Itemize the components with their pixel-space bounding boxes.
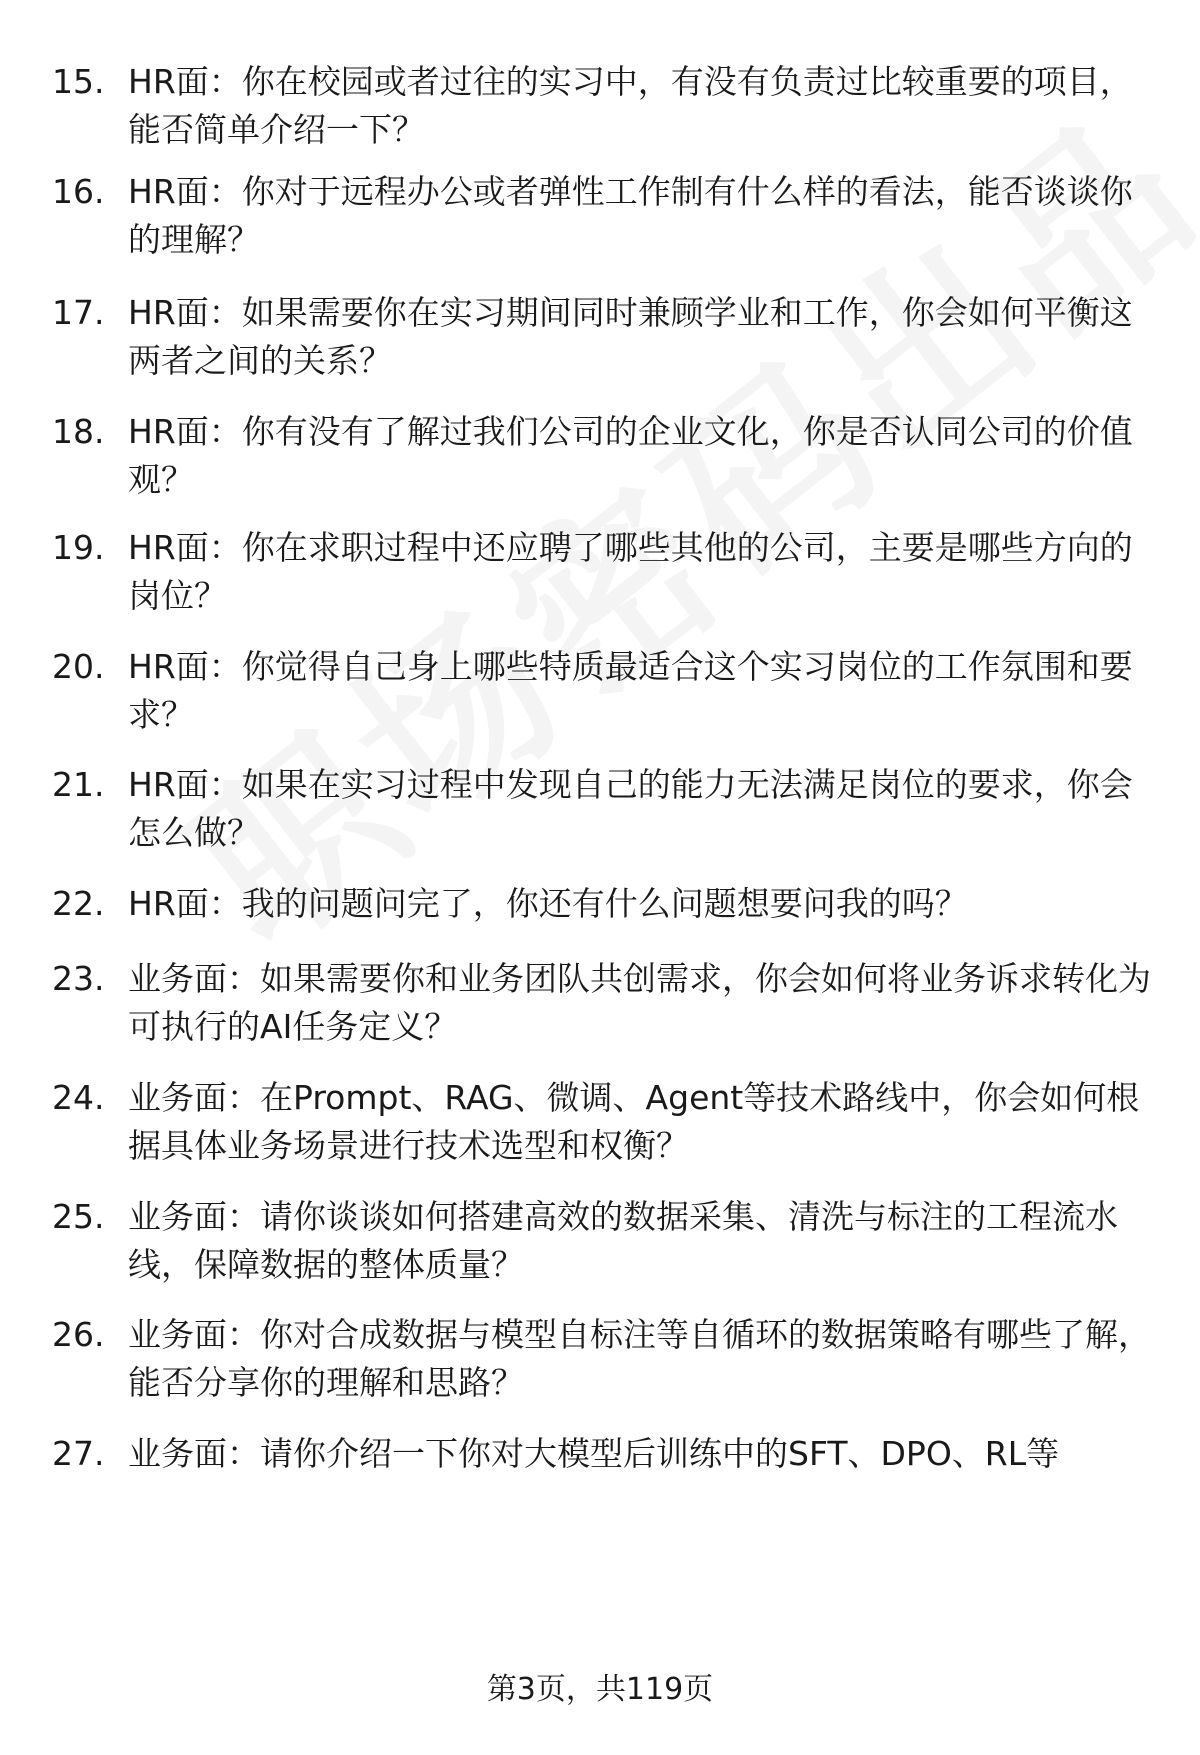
- item-number: 22.: [52, 884, 105, 923]
- item-text: HR面：如果需要你在实习期间同时兼顾学业和工作，你会如何平衡这两者之间的关系？: [128, 293, 1133, 380]
- page-footer: 第3页，共119页: [486, 1672, 714, 1707]
- item-number: 25.: [52, 1197, 105, 1236]
- item-text: HR面：如果在实习过程中发现自己的能力无法满足岗位的要求，你会怎么做？: [128, 765, 1133, 852]
- item-number: 24.: [52, 1078, 105, 1117]
- item-number: 19.: [52, 528, 105, 567]
- item-text: HR面：你有没有了解过我们公司的企业文化，你是否认同公司的价值观？: [128, 412, 1133, 499]
- item-text: HR面：你在求职过程中还应聘了哪些其他的公司，主要是哪些方向的岗位？: [128, 528, 1133, 615]
- item-number: 21.: [52, 765, 105, 804]
- item-number: 26.: [52, 1315, 105, 1354]
- item-number: 27.: [52, 1434, 105, 1473]
- item-number: 20.: [52, 647, 105, 686]
- item-text: 业务面：请你介绍一下你对大模型后训练中的SFT、DPO、RL等: [128, 1434, 1060, 1473]
- item-text: HR面：你觉得自己身上哪些特质最适合这个实习岗位的工作氛围和要求？: [128, 647, 1133, 734]
- item-number: 17.: [52, 293, 105, 332]
- item-number: 23.: [52, 959, 105, 998]
- item-text: 业务面：在Prompt、RAG、微调、Agent等技术路线中，你会如何根据具体业务场景进行技术选型和权衡？: [128, 1078, 1140, 1165]
- item-text: HR面：你对于远程办公或者弹性工作制有什么样的看法，能否谈谈你的理解？: [128, 172, 1133, 259]
- item-text: HR面：我的问题问完了，你还有什么问题想要问我的吗？: [128, 884, 968, 923]
- item-number: 18.: [52, 412, 105, 451]
- item-number: 16.: [52, 172, 105, 211]
- item-text: HR面：你在校园或者过往的实习中，有没有负责过比较重要的项目，能否简单介绍一下？: [128, 62, 1133, 149]
- item-text: 业务面：你对合成数据与模型自标注等自循环的数据策略有哪些了解，能否分享你的理解和思路？: [128, 1315, 1151, 1402]
- item-number: 15.: [52, 62, 105, 101]
- item-text: 业务面：如果需要你和业务团队共创需求，你会如何将业务诉求转化为可执行的AI任务定义？: [128, 959, 1151, 1046]
- item-text: 业务面：请你谈谈如何搭建高效的数据采集、清洗与标注的工程流水线，保障数据的整体质量？: [128, 1197, 1118, 1284]
